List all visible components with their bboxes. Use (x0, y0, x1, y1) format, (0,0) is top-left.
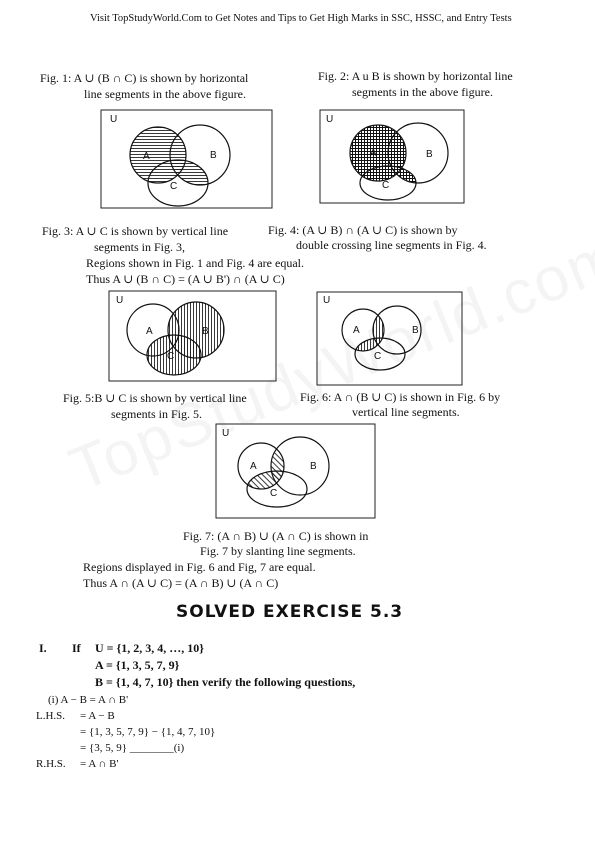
fig1-label-b: B (210, 150, 217, 161)
fig6-label-c: C (374, 351, 382, 362)
lhs-step-3: = {3, 5, 9} ________(i) (80, 742, 185, 754)
fig1-label-c: C (170, 181, 178, 192)
set-b: B = {1, 4, 7, 10} then verify the following questions, (95, 675, 356, 689)
fig2-label-a: A (370, 148, 377, 159)
fig7-caption-line1: Fig. 7: (A ∩ B) ∪ (A ∩ C) is shown in (183, 529, 369, 543)
conclusion-1: Thus A ∪ (B ∩ C) = (A ∪ B') ∩ (A ∪ C) (86, 272, 285, 286)
fig5-label-b: B (202, 326, 209, 337)
fig1-universe (101, 110, 272, 208)
fig7-caption-line2: Fig. 7 by slanting line segments. (200, 544, 356, 558)
set-u: U = {1, 2, 3, 4, …, 10} (95, 641, 204, 655)
rhs-step-1: = A ∩ B' (80, 758, 119, 770)
set-a: A = {1, 3, 5, 7, 9} (95, 658, 180, 672)
fig6-caption-line1: Fig. 6: A ∩ (B ∪ C) is shown in Fig. 6 by (300, 390, 501, 404)
fig1-caption-line1: Fig. 1: A ∪ (B ∩ C) is shown by horizontal (40, 71, 249, 85)
fig5-label-u: U (116, 295, 124, 306)
regions-equal-statement-2: Regions displayed in Fig. 6 and Fig, 7 are equal. (83, 560, 316, 574)
fig2-label-c: C (382, 180, 390, 191)
fig4-caption-line1: Fig. 4: (A ∪ B) ∩ (A ∪ C) is shown by (268, 223, 458, 237)
page-header: Visit TopStudyWorld.Com to Get Notes and Tips to Get High Marks in SSC, HSSC, and Entry Tests (90, 13, 512, 24)
question-number: I. (39, 641, 47, 655)
conclusion-2: Thus A ∩ (A ∪ C) = (A ∩ B) ∪ (A ∩ C) (83, 576, 279, 590)
fig4-caption-line2: double crossing line segments in Fig. 4. (296, 238, 487, 252)
fig5-label-a: A (146, 326, 153, 337)
fig1-caption-line2: line segments in the above figure. (84, 87, 246, 101)
fig3-caption-line1: Fig. 3: A ∪ C is shown by vertical line (42, 224, 229, 238)
fig6-label-b: B (412, 325, 419, 336)
fig5-label-c: C (167, 351, 175, 362)
fig2-caption-line1: Fig. 2: A u B is shown by horizontal line (318, 69, 513, 83)
question-if: If (72, 641, 81, 655)
fig1-label-u: U (110, 114, 118, 125)
fig5-caption-line1: Fig. 5:B ∪ C is shown by vertical line (63, 391, 247, 405)
exercise-heading: SOLVED EXERCISE 5.3 (176, 602, 404, 622)
fig6-label-a: A (353, 325, 360, 336)
lhs-step-2: = {1, 3, 5, 7, 9} − {1, 4, 7, 10} (80, 726, 216, 738)
fig6-universe (317, 292, 462, 385)
fig7-universe (216, 424, 375, 518)
fig7-label-a: A (250, 461, 257, 472)
fig5-caption-line2: segments in Fig. 5. (111, 407, 203, 421)
fig3-caption-line2: segments in Fig. 3, (94, 240, 186, 254)
regions-equal-statement-1: Regions shown in Fig. 1 and Fig. 4 are equal. (86, 256, 304, 270)
fig7-label-u: U (222, 428, 230, 439)
fig2-label-b: B (426, 149, 433, 160)
fig6-label-u: U (323, 295, 331, 306)
fig2-label-u: U (326, 114, 334, 125)
lhs-step-1: = A − B (80, 710, 115, 722)
fig6-caption-line2: vertical line segments. (352, 405, 460, 419)
rhs-label: R.H.S. (36, 758, 66, 770)
lhs-label: L.H.S. (36, 710, 66, 722)
part-i: (i) A − B = A ∩ B' (48, 694, 129, 706)
fig2-caption-line2: segments in the above figure. (352, 85, 493, 99)
fig7-label-c: C (270, 488, 278, 499)
fig1-label-a: A (143, 151, 150, 162)
fig7-label-b: B (310, 461, 317, 472)
